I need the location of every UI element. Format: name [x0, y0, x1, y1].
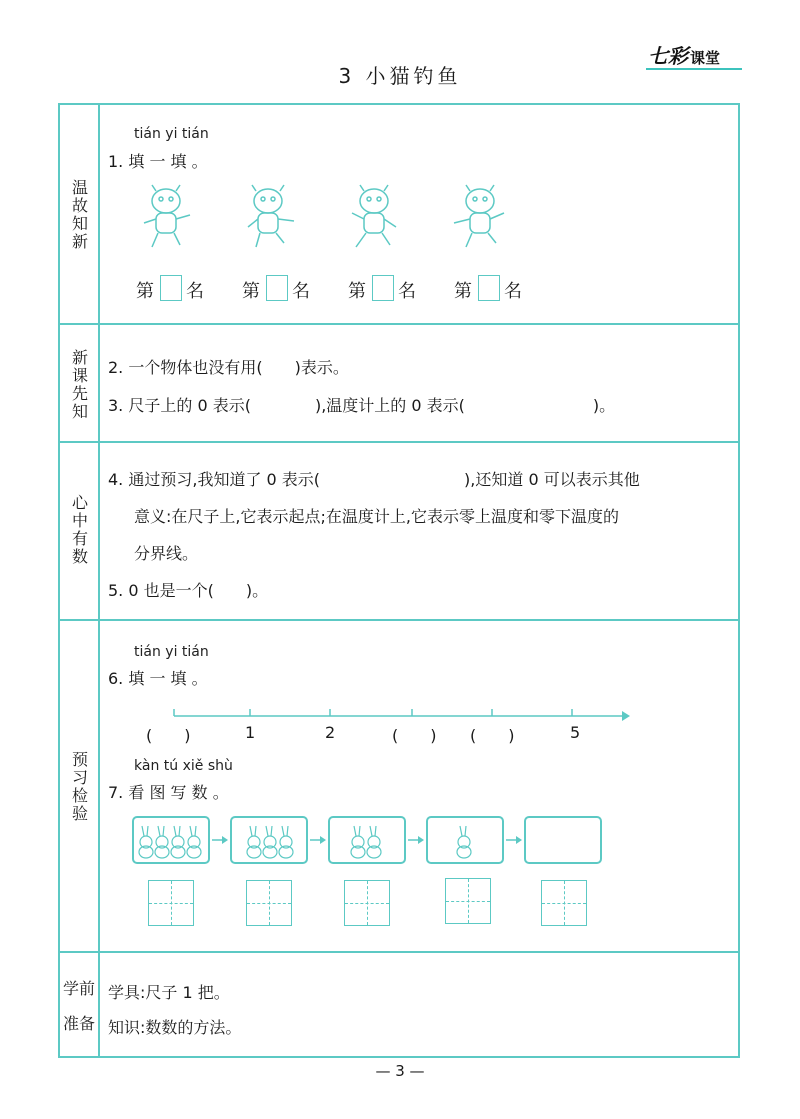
- rabbit-frame: [230, 816, 308, 864]
- section-divider: [58, 951, 740, 953]
- section-label-preview: 新课先知: [69, 349, 89, 421]
- rank-prefix: 第: [242, 281, 260, 302]
- q1-text: 1. 填 一 填 。: [108, 152, 208, 171]
- writing-grid[interactable]: [246, 880, 292, 926]
- q5-text: 5. 0 也是一个( )。: [108, 581, 269, 600]
- rank-answer-box[interactable]: [478, 275, 500, 301]
- brand-logo: [648, 40, 720, 69]
- cat-runner-icon: [342, 183, 406, 253]
- brand-suffix: 课堂: [690, 49, 721, 67]
- arrow-right-icon: [212, 835, 228, 845]
- q7-text: 7. 看 图 写 数 。: [108, 783, 229, 802]
- q4-line1: 4. 通过预习,我知道了 0 表示( ),还知道 0 可以表示其他: [108, 470, 640, 489]
- cat-runner-icon: [238, 183, 302, 253]
- rabbits-2-icon: [330, 818, 404, 862]
- q7-pinyin: kàn tú xiě shù: [134, 758, 233, 774]
- number-line-label-blank[interactable]: ( ): [146, 726, 191, 745]
- rank-answer-box[interactable]: [160, 275, 182, 301]
- number-line-label: 5: [570, 723, 581, 742]
- page-number: — 3 —: [375, 1062, 425, 1080]
- rabbit-frame: [132, 816, 210, 864]
- section-divider: [58, 323, 740, 325]
- section-divider: [58, 619, 740, 621]
- q4-line2: 意义:在尺子上,它表示起点;在温度计上,它表示零上温度和零下温度的: [134, 507, 619, 526]
- q6-text: 6. 填 一 填 。: [108, 669, 208, 688]
- section-label-prep-2: 准备: [62, 1014, 95, 1033]
- rank-prefix: 第: [136, 281, 154, 302]
- rabbits-4-icon: [134, 818, 208, 862]
- section-label-check: 预习检验: [69, 751, 89, 823]
- cat-runner-icon: [136, 183, 200, 253]
- prep-tools: 学具:尺子 1 把。: [108, 983, 230, 1002]
- number-line-label-blank[interactable]: ( ): [470, 726, 515, 745]
- rabbits-3-icon: [232, 818, 306, 862]
- writing-grid[interactable]: [344, 880, 390, 926]
- number-line-label-blank[interactable]: ( ): [392, 726, 437, 745]
- arrow-right-icon: [506, 835, 522, 845]
- rabbit-1-icon: [428, 818, 502, 862]
- rank-suffix: 名: [398, 281, 416, 302]
- q6-pinyin: tián yi tián: [134, 644, 209, 660]
- prep-knowledge: 知识:数数的方法。: [108, 1018, 242, 1037]
- rank-suffix: 名: [504, 281, 522, 302]
- brand-underline: [646, 68, 742, 70]
- rank-suffix: 名: [186, 281, 204, 302]
- writing-grid[interactable]: [541, 880, 587, 926]
- number-line-label: 2: [325, 723, 336, 742]
- rank-prefix: 第: [348, 281, 366, 302]
- q4-line3: 分界线。: [134, 544, 199, 563]
- q2-text: 2. 一个物体也没有用( )表示。: [108, 358, 349, 377]
- section-label-understand: 心中有数: [69, 494, 89, 566]
- rabbit-frame-empty: [524, 816, 602, 864]
- section-divider: [58, 441, 740, 443]
- section-label-prep-1: 学前: [62, 979, 95, 998]
- arrow-right-icon: [310, 835, 326, 845]
- rank-suffix: 名: [292, 281, 310, 302]
- page-title: 3 小猫钓鱼: [338, 64, 462, 88]
- cat-runner-icon: [446, 183, 510, 253]
- number-line-label: 1: [245, 723, 256, 742]
- writing-grid[interactable]: [148, 880, 194, 926]
- q3-text: 3. 尺子上的 0 表示( ),温度计上的 0 表示( )。: [108, 396, 616, 415]
- q1-pinyin: tián yi tián: [134, 126, 209, 142]
- arrow-right-icon: [408, 835, 424, 845]
- rank-answer-box[interactable]: [372, 275, 394, 301]
- rabbit-frame: [426, 816, 504, 864]
- writing-grid[interactable]: [445, 878, 491, 924]
- rank-answer-box[interactable]: [266, 275, 288, 301]
- rabbit-frame: [328, 816, 406, 864]
- rank-prefix: 第: [454, 281, 472, 302]
- section-label-review: 温故知新: [69, 179, 89, 251]
- brand-name: 七彩: [648, 44, 688, 68]
- number-line-arrow: [622, 711, 630, 721]
